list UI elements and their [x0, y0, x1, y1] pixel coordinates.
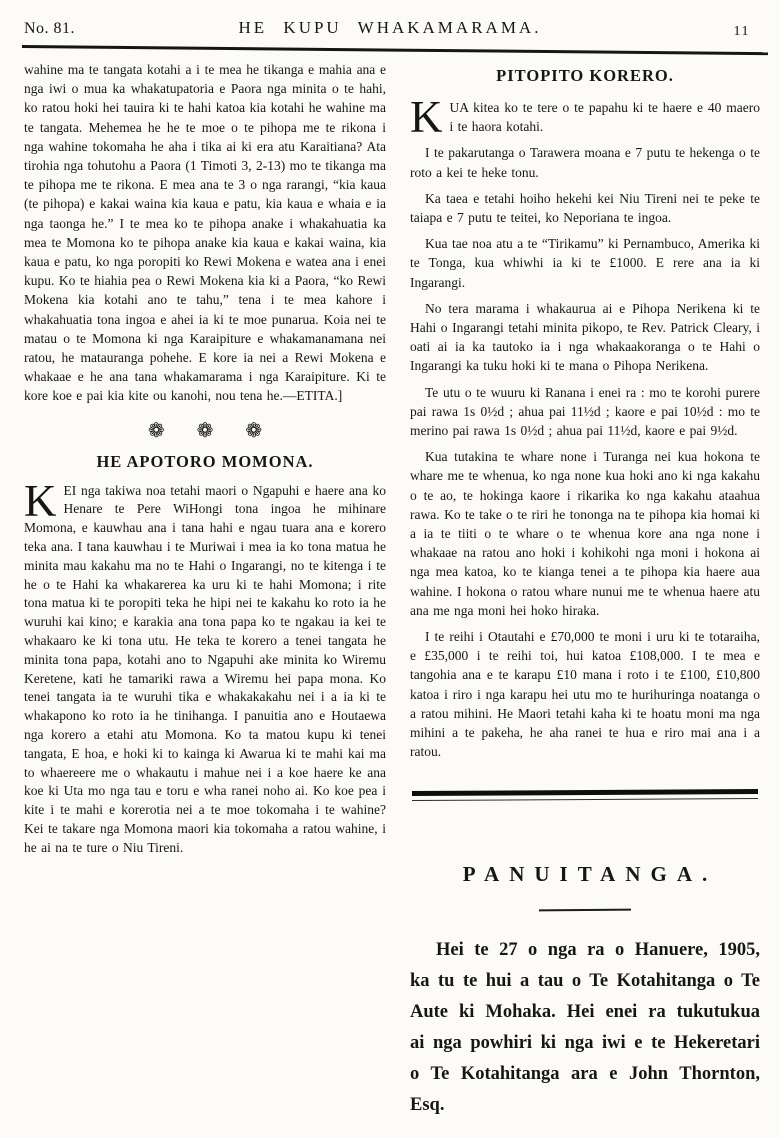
news-item: No tera marama i whakaurua ai e Pihopa Nerikena ki te Hahi o Ingarangi tetahi minita pikopo, te Rev. Patrick Cleary, i oati ai ia ka tautoko ia i nga whakaakoranga o te Hahi o Ingarangi ka tuku hoki ki te mana o Pihopa Nerikena.	[410, 300, 760, 374]
article-text: EI nga takiwa noa tetahi maori o Ngapuhi e haere ana ko Henare te Pere WiHongi tona ingoa he mihinare Momona, e kauwhau ana i tana hahi e ngau tuara ana e korero teka ana. I tana kauwhau i te Muriwai i mea ia ko tona matua he minita mau kakahu ma no te Hahi o Ingarangi, no te kitenga i te he o te Hahi ka whakarerea ka uru ki te hahi Momona; i rite tona matua ki te poropiti teka he hipi nei te kakahu ko roto ia he wuruhi kai kino; e karakia ana tona papa ko te ngakau ia kei te whakaaro ke ki tona utu. He teka te korero a tenei tangata he minita tona papa, kotahi ano to Ngapuhi ake minita ko Wiremu Keretene, kati he tamariki rawa a Wiremu hei papa mona. Ko tenei tangata ia te wuruhi tika e whakakakahu nei i a ia ki te whakapono ko roto ia he tinihanga. I panuitia ano e Houtaewa nga korero a etahi atu Momona. Ko ta matou kupu ki tenei tangata, E hoa, e hoki ki to kainga ki Awarua ki te mahi kai ma to whaereere me o whakautu i mahue nei i a koe haere ke ana koe ki Uta mo nga tau e toru e wha ranei noho ai. Ko koe pea i kite i te mahi e korerotia nei a te moe tokomaha i te wahine? Kei te takare nga Momona maori kia tokomaha a ratou wahine, i he ai na te ture o Niu Tireni.	[24, 482, 386, 855]
left-column	[24, 60, 386, 1138]
thin-rule	[412, 797, 758, 800]
drop-cap: K	[410, 92, 443, 142]
announcement-paragraph: Hei te 27 o nga ra o Hanuere, 1905, ka tu te hui a tau o Te Kotahitanga o Te Aute ki Mohaka. Hei enei ra tukutukua ai nga powhiri ki nga iwi e te Hekeretari o Te Kotahitanga ara e John Thornton, Esq.	[410, 939, 760, 1115]
announcement-heading: PANUITANGA.	[462, 861, 718, 886]
rosette-icon: ❁	[245, 417, 263, 442]
news-lead-paragraph	[410, 92, 760, 142]
news-heading: PITOPITO KORERO.	[496, 66, 674, 85]
rosette-icon: ❁	[147, 417, 165, 442]
masthead	[0, 0, 780, 52]
news-lead-text: UA kitea ko te tere o te papahu ki te haere e 40 maero i te haora kotahi.	[449, 100, 760, 135]
section-divider	[412, 790, 758, 800]
article-heading: HE APOTORO MOMONA.	[96, 451, 314, 471]
news-item: Ka taea e tetahi hoiho hekehi kei Niu Tireni nei te peke te taiapa e 7 putu te teitei, ko Neporiana te ingoa.	[410, 190, 760, 226]
news-item: Kua tutakina te whare none i Turanga nei kua hokona te whare me te whenua, ko nga none kua hoki ano ki nga kakahu o te ao, te hokinga kaore i rikarika ko nga kakahu ataahua rawa. Ko te take o te riri he tononga na te pihopa kia homai ki a ia te tiiti o te whare o te whenua kore ana nga none i whakaae na ratou ano hoki i kohikohi nga moni i hokona ai nga mea katoa, ko te kianga tenei a te pihopa kia haere aua wahine. I hokona o ratou whare nunui me te whenua haere atu ana me nga moni hei hoko hiraka.	[410, 449, 760, 618]
page-columns	[0, 52, 780, 1138]
article-paragraph	[24, 475, 386, 858]
drop-cap: K	[24, 475, 57, 526]
heavy-rule	[412, 788, 758, 795]
page-number: 11	[733, 24, 750, 39]
ornament-row	[24, 418, 386, 444]
continuation-paragraph: wahine ma te tangata kotahi a i te mea he tikanga e mahia ana e nga iwi o mua ka whakatupatoria e Paora nga minita o te hahi, ko ratou hoki hei tauira ki te hahi katoa kia kotahi he wahine ma te tangata. Mehemea he he te moe o te pihopa me te rikona i nga wahine tokomaha he aha i tika ai ki era atu Karaitiana? Ata tirohia nga tohutohu a Paora (1 Timoti 3, 2-13) mo te tikanga ma te pihopa me te rikona. E mea ana te 3 o nga rarangi, “kia kaua (te pihopa) e kakai waina kia kaua e patu, kia kaua e whaia e ia nga taonga he.” I te mea ko te pihopa anake i whakahuatia ka mea te Momona ko te pihopa anake kia kaua e kakai waina, kia kaua e patu, ko nga poropiti ko Rewi Mokena e watea ana i enei kupu. Ko te hiahia pea o Rewi Mokena kia ki a Paora, “ko Rewi Mokena kia kotahi ano te tahu,” tena i te mea kahore i whakahuatia tona ingoa e ahei ia ki te moe punarua. Koia nei te matau o te Momona ki nga Karaipiture e whakamanamana nei ratou, he matauranga pohehe. E kore ia nei a Rewi Mokena e whakaae e he ana tana whakamarama i nga Karaipiture. Ki te kore koe e pai kia kite ou kanohi, nou tena he.—ETITA.]	[24, 62, 386, 404]
newspaper-title: HE KUPU WHAKAMARAMA.	[238, 18, 542, 37]
issue-number: No. 81.	[24, 20, 76, 37]
news-item: I te pakarutanga o Tarawera moana e 7 putu te hekenga o te roto a kei te heke tonu.	[410, 145, 760, 180]
news-item: Te utu o te wuuru ki Ranana i enei ra : mo te korohi purere pai rawa 1s 0½d ; ahua pai 11½d ; kaore e pai 10½d : mo te merino pai rawa 1s 0½d ; ahua pai 11½d, kaore e pai 9½d.	[410, 384, 760, 439]
news-item: Kua tae noa atu a te “Tirikamu” ki Pernambuco, Amerika ki te Tonga, kua whiwhi ia ki te £1000. E rere ana ia ki Ingarangi.	[410, 236, 760, 290]
news-item: I te reihi i Otautahi e £70,000 te moni i uru ki te totaraiha, e £35,000 i te reihi toi, hui katoa £108,000. I te mea e tangohia ana e te karapu £10 mana i roto i te £100, £10,800 katoa i riro i nga karapu hei utu mo te hurihuringa noatanga o a ratou mihini. He Maori tetahi kaha ki te hoatu moni ma nga mihini a te pakeha, he aha ranei te hua e riro mai ana i a ratou.	[410, 629, 760, 760]
rosette-icon: ❁	[196, 417, 214, 442]
announcement-rule	[539, 908, 631, 911]
right-column	[410, 60, 760, 1138]
